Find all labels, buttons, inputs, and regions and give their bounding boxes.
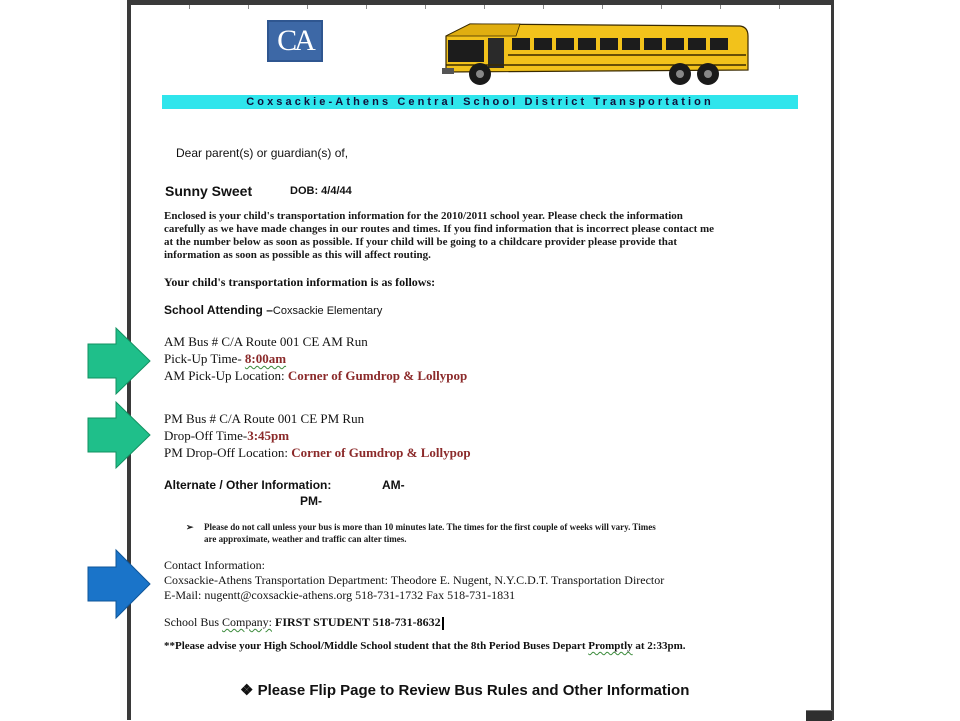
am-pickup-time (164, 351, 286, 367)
flip-page-note (240, 681, 689, 699)
pm-dropoff-time-value: 3:45pm (247, 428, 290, 443)
student-dob: DOB: 4/4/44 (290, 185, 352, 197)
pm-dropoff-time (164, 428, 289, 444)
intro-line: Enclosed is your child's transportation information for the 2010/2011 school year. Please check the information (164, 210, 683, 222)
am-bus-route: AM Bus # C/A Route 001 CE AM Run (164, 334, 368, 349)
bus-company-word: Company: (222, 615, 273, 629)
school-label: School Attending – (164, 303, 273, 317)
arrow-right-icon (86, 326, 152, 396)
intro-line: at the number below as soon as possible. If your child will be going to a childcare provider please provide that (164, 236, 678, 248)
pm-bus-route: PM Bus # C/A Route 001 CE PM Run (164, 411, 365, 426)
contact-heading: Contact Information: (164, 558, 265, 572)
pm-dropoff-time-label: Drop-Off Time- (164, 428, 248, 443)
am-pickup-location (164, 368, 467, 384)
diamond-bullet-icon: ❖ (240, 682, 254, 699)
flip-page-text: Please Flip Page to Review Bus Rules and Other Information (253, 682, 690, 699)
advise-promptly: Promptly (588, 640, 633, 652)
text-cursor (442, 617, 444, 630)
document-frame-right (831, 0, 834, 720)
arrow-right-icon (86, 548, 152, 620)
advise-text: **Please advise your High School/Middle School student that the 8th Period Buses Depart (164, 640, 589, 652)
greeting: Dear parent(s) or guardian(s) of, (176, 146, 349, 160)
pm-location-label: PM Drop-Off Location: (164, 445, 292, 460)
intro-line: information as soon as possible as this will affect routing. (164, 249, 431, 261)
info-heading: Your child's transportation information is as follows: (164, 275, 436, 289)
am-location-label: AM Pick-Up Location: (164, 368, 288, 383)
contact-department: Coxsackie-Athens Transportation Department: Theodore E. Nugent, N.Y.C.D.T. Transportation Director (164, 573, 665, 587)
resize-corner-icon (806, 710, 832, 721)
advise-line (164, 640, 686, 652)
alternate-am: AM- (382, 478, 405, 492)
pm-dropoff-location (164, 445, 471, 461)
student-name: Sunny Sweet (165, 183, 253, 199)
school-bus-icon (440, 18, 752, 88)
pm-location-value: Corner of Gumdrop & Lollypop (291, 445, 471, 460)
advise-time: at 2:33pm. (632, 640, 686, 652)
school-attending (164, 303, 382, 318)
bus-company-label: School Bus (164, 615, 223, 629)
am-pickup-time-label: Pick-Up Time- (164, 351, 245, 366)
note-line: are approximate, weather and traffic can alter times. (204, 534, 407, 544)
note-line: Please do not call unless your bus is more than 10 minutes late. The times for the first couple of weeks will vary. Times (204, 522, 656, 532)
am-location-value: Corner of Gumdrop & Lollypop (287, 368, 468, 383)
alternate-label: Alternate / Other Information: (164, 478, 332, 492)
banner-title: Coxsackie-Athens Central School District Transportation (246, 96, 714, 108)
am-pickup-time-value: 8:00am (244, 351, 287, 366)
note-bullet-icon: ➢ (186, 522, 194, 532)
arrow-right-icon (86, 400, 152, 470)
school-value: Coxsackie Elementary (272, 305, 383, 317)
alternate-pm: PM- (300, 494, 322, 508)
bus-company-value: FIRST STUDENT 518-731-8632 (272, 615, 441, 629)
contact-email: E-Mail: nugentt@coxsackie-athens.org 518-731-1732 Fax 518-731-1831 (164, 588, 516, 602)
bus-company (164, 615, 444, 630)
ruler (131, 5, 831, 9)
intro-paragraph (164, 210, 804, 262)
intro-line: carefully as we have made changes in our routes and times. If you find information that is incorrect please contact me (164, 223, 715, 235)
district-logo: CA (267, 20, 323, 62)
title-banner (162, 95, 798, 109)
